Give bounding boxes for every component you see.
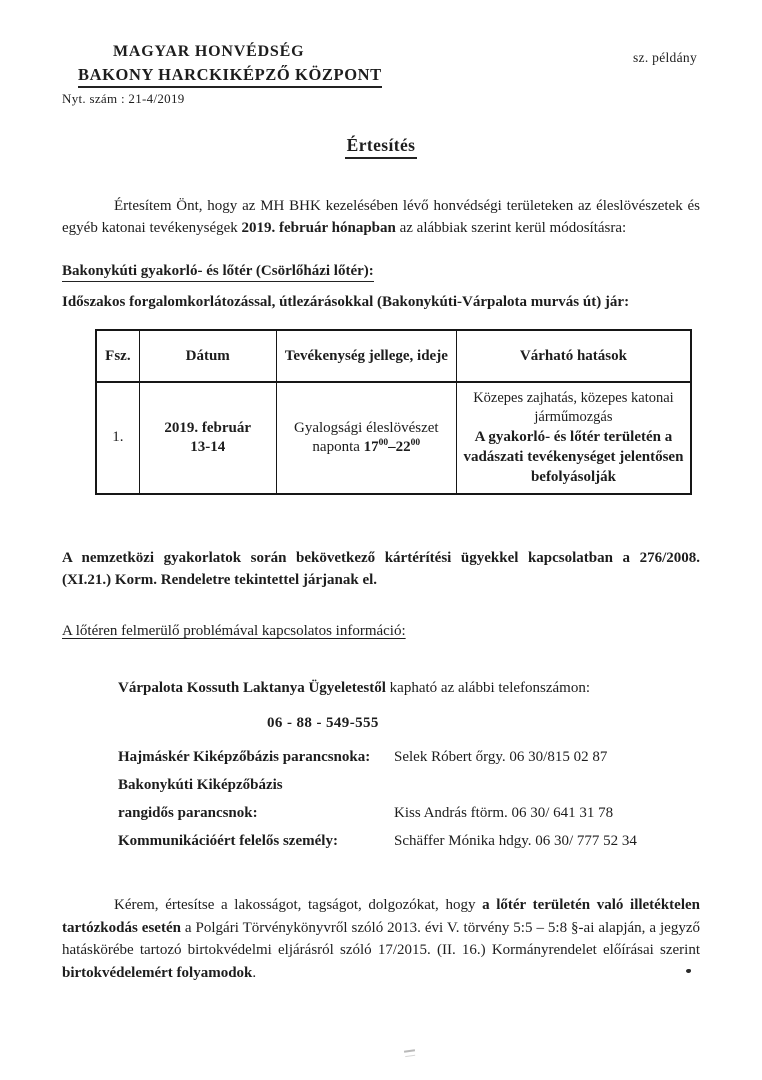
table-header-activity: Tevékenység jellege, ideje bbox=[276, 330, 456, 382]
time-end: 22 bbox=[395, 439, 411, 456]
contact-row-rangidos bbox=[118, 805, 700, 822]
closing-bold-protection: birtokvédelemért folyamodok bbox=[62, 964, 253, 981]
cell-effects bbox=[456, 382, 691, 494]
title-row bbox=[62, 135, 700, 159]
contact-row-bakonykuti bbox=[118, 777, 700, 794]
cell-activity-time bbox=[281, 438, 452, 458]
time-start-sup: 00 bbox=[378, 438, 389, 449]
time-separator: – bbox=[388, 439, 396, 456]
document-content bbox=[62, 0, 700, 984]
contact-label: Bakonykúti Kiképzőbázis bbox=[118, 777, 283, 794]
activity-time-range bbox=[364, 439, 421, 455]
closing-paragraph bbox=[62, 894, 700, 984]
section-subheading: Időszakos forgalomkorlátozással, útlezárásokkal (Bakonykúti-Várpalota murvás út) jár: bbox=[62, 294, 630, 311]
intro-paragraph bbox=[62, 195, 700, 239]
duty-office-line bbox=[118, 680, 700, 697]
cell-datum-line2: 13-14 bbox=[190, 439, 226, 456]
contact-value: Schäffer Mónika hdgy. 06 30/ 777 52 34 bbox=[394, 833, 637, 850]
org-name-line1: MAGYAR HONVÉDSÉG bbox=[113, 43, 305, 60]
section-heading-wrap bbox=[62, 262, 700, 282]
duty-phone-number: 06 - 88 - 549-555 bbox=[267, 715, 379, 732]
letterhead bbox=[62, 42, 700, 108]
closing-post: . bbox=[252, 964, 257, 981]
intro-text-post: az alábbiak szerint kerül módosításra: bbox=[395, 220, 627, 237]
table-header-fsz: Fsz. bbox=[96, 330, 139, 382]
table-header-effects: Várható hatások bbox=[456, 330, 691, 382]
cell-fsz: 1. bbox=[96, 382, 139, 494]
effects-bold: A gyakorló- és lőtér területén a vadászati tevékenységet jelentősen befolyásolják bbox=[463, 429, 684, 486]
cell-activity-line1: Gyalogsági éleslövészet bbox=[294, 419, 439, 436]
closing-mid: a Polgári Törvénykönyvről szóló 2013. évi V. törvény 5:5 – 5:8 §-ai alapján, a jegyző hatáskörébe tartozó birtokvédelmi eljárásról szóló 17/2015. (II. 16.) Kormányrendelet előírásai szerint bbox=[62, 919, 700, 959]
table-header-datum: Dátum bbox=[139, 330, 276, 382]
intro-text-bold-month: 2019. február hónapban bbox=[241, 220, 396, 237]
scan-artifact-smudge bbox=[404, 1049, 415, 1053]
org-name-line2-wrap bbox=[78, 64, 700, 88]
contact-value: Selek Róbert őrgy. 06 30/815 02 87 bbox=[394, 749, 608, 766]
contact-label: rangidős parancsnok: bbox=[118, 805, 258, 822]
info-heading: A lőtéren felmerülő problémával kapcsolatos információ: bbox=[62, 623, 406, 640]
effects-regular: Közepes zajhatás, közepes katonai járműmozgás bbox=[473, 390, 674, 426]
contact-label: Kommunikációért felelős személy: bbox=[118, 833, 338, 850]
intro-text-pre: Értesítem Önt, hogy az MH BHK kezelésében lévő honvédségi területeken az éleslövészetek és egyéb katonai tevékenységek bbox=[62, 198, 700, 237]
contact-label: Hajmáskér Kiképzőbázis parancsnoka: bbox=[118, 749, 371, 766]
cell-activity bbox=[276, 382, 456, 494]
scan-artifact-dot bbox=[686, 969, 691, 973]
time-end-sup: 00 bbox=[410, 438, 421, 449]
duty-office-rest: kapható az alábbi telefonszámon: bbox=[385, 680, 591, 697]
contacts-block bbox=[62, 680, 700, 850]
activity-time-prefix: naponta bbox=[312, 439, 364, 456]
contact-row-hajmasker bbox=[118, 749, 700, 766]
closing-pre: Kérem, értesítse a lakosságot, tagságot, dolgozókat, hogy bbox=[114, 897, 483, 914]
cell-datum-line1: 2019. február bbox=[164, 419, 252, 436]
contact-row-kommunikacio bbox=[118, 833, 700, 850]
cell-datum bbox=[139, 382, 276, 494]
copy-number-note: sz. példány bbox=[632, 50, 697, 65]
table-row bbox=[96, 382, 691, 494]
info-heading-wrap bbox=[62, 622, 700, 640]
closing-bold-trespass: a lőtér területén való illetéktelen tartózkodás esetén bbox=[62, 897, 700, 936]
time-start: 17 bbox=[363, 439, 379, 456]
schedule-table bbox=[95, 329, 692, 495]
legal-note-paragraph: A nemzetközi gyakorlatok során bekövetkező kártérítési ügyekkel kapcsolatban a 276/2008. (XI.21.) Korm. Rendeletre tekintettel járjanak el. bbox=[62, 550, 700, 589]
contact-value: Kiss András ftörm. 06 30/ 641 31 78 bbox=[394, 805, 614, 822]
registry-number: Nyt. szám : 21-4/2019 bbox=[62, 91, 185, 107]
duty-office-name: Várpalota Kossuth Laktanya Ügyeletestől bbox=[118, 680, 386, 697]
org-name-line2: BAKONY HARCKIKÉPZŐ KÖZPONT bbox=[78, 64, 382, 88]
table-header-row bbox=[96, 330, 691, 382]
contact-rows bbox=[62, 749, 700, 850]
document-title: Értesítés bbox=[345, 135, 418, 159]
section-heading: Bakonykúti gyakorló- és lőtér (Csörlőházi lőtér): bbox=[62, 263, 374, 282]
